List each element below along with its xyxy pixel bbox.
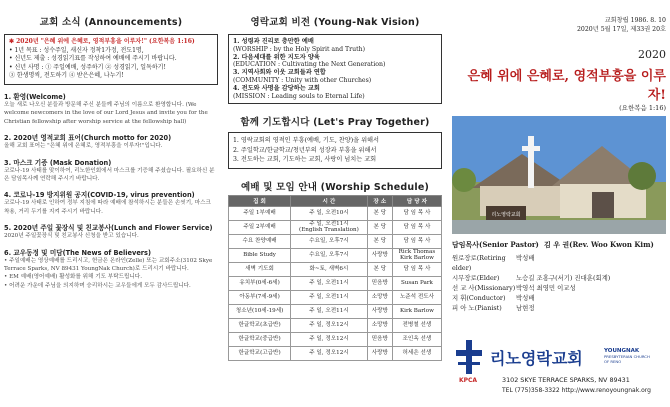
schedule-cell: Susan Park — [392, 276, 441, 290]
schedule-cell: 담 임 목 사 — [392, 206, 441, 220]
vision-item: 3. 지역사회와 이웃 교회들과 연합 — [233, 69, 326, 77]
schedule-cell: 노준석 전도사 — [392, 290, 441, 304]
motto-reference: (요한복음 1:16) — [619, 104, 666, 112]
church-logo-block — [452, 336, 666, 402]
schedule-cell: 한글학교(초급반) — [229, 318, 291, 332]
staff-list — [452, 240, 666, 313]
schedule-header: 시 간 — [291, 195, 368, 206]
staff-row — [452, 253, 666, 273]
schedule-cell: 소망방 — [367, 318, 392, 332]
prayer-box — [228, 132, 442, 169]
schedule-cell: 조인옥 선생 — [392, 332, 441, 346]
staff-row — [452, 283, 666, 293]
schedule-header: 장 소 — [367, 195, 392, 206]
prayer-item: 3. 전도하는 교회, 기도하는 교회, 사랑이 넘치는 교회 — [233, 156, 377, 164]
vision-item: 4. 전도와 사명을 감당하는 교회 — [233, 84, 320, 92]
schedule-cell: 한글학교(중급반) — [229, 332, 291, 346]
senior-pastor-label: 담임목사(Senior Pastor) — [452, 240, 539, 249]
senior-pastor-name: 김 우 권(Rev. Woo Kwon Kim) — [544, 240, 654, 249]
issue-number: 2020년 5월 17일, 제33권 20호 — [577, 26, 666, 33]
motto-year: 2020 — [638, 48, 666, 61]
schedule-cell: 수요일, 오후7시 — [291, 248, 368, 262]
schedule-header-row — [229, 195, 442, 206]
schedule-cell: 주일 1부예배 — [229, 206, 291, 220]
schedule-cell: 본 당 — [367, 206, 392, 220]
section-title: 2. 2020년 영적교회 표어(Church motto for 2020) — [4, 134, 172, 143]
schedule-row — [229, 318, 442, 332]
section-title: 1. 환영(Welcome) — [4, 92, 66, 101]
schedule-row — [229, 220, 442, 234]
schedule-row — [229, 276, 442, 290]
goal-line: • 1년 목표 : 성수주일, 새신자 정착1가정, 전도1명, — [9, 46, 144, 54]
staff-role: 시무장로(Elder) — [452, 274, 500, 282]
announcements-column — [0, 0, 222, 407]
church-name-en-1: YOUNGNAK — [604, 348, 640, 354]
announcement-sections — [4, 91, 218, 290]
staff-name: 노승길 조홍구(서기) 진대훈(회계) — [516, 274, 611, 282]
section-body: 코로나-19 사태를 맞이하여, 리노한인회에서 마스크를 기증해 주셨습니다. 필요하신 분은 담임목사께 연락해 주시기 바랍니다. — [4, 167, 215, 182]
schedule-row — [229, 304, 442, 318]
schedule-cell: 본 당 — [367, 234, 392, 248]
submit-line: • 신년도 제출 : 성경읽기표를 작성하여 예배에 주시기 바랍니다. — [9, 55, 177, 63]
schedule-cell: 한글학교(고급반) — [229, 346, 291, 360]
section-body: 오늘 새로 나오신 분들과 방문해 주신 분들께 주님의 이름으로 환영합니다. (We welcome newcomers in the love of our Lord Jesus and invite you for the Christian fellowship after worship service at the fellowship hall) — [4, 101, 208, 125]
mission-line: • 신년 사명 : ① 주일예배, 성주하기 ② 성경읽기, 일독하기! — [9, 63, 166, 71]
schedule-cell: 주 일, 정오12시 — [291, 318, 368, 332]
cover-motto — [452, 65, 666, 103]
schedule-cell: Bible Study — [229, 248, 291, 262]
section-body: 올해 교회 표어는 "은혜 위에 은혜로, 영적부흥을 이루자!"입니다. — [4, 143, 163, 150]
staff-name: 박성배 — [516, 294, 535, 302]
schedule-cell: 주 일, 오전11시 — [291, 276, 368, 290]
staff-role: 선 교 사(Missionary) — [452, 284, 516, 292]
motto-line: ✱ 2020년 "은혜 위에 은혜로, 영적부흥을 이루자!" (요한복음 1:16) — [9, 38, 195, 45]
schedule-body — [229, 206, 442, 360]
schedule-cell: 본 당 — [367, 220, 392, 234]
schedule-cell: 화~토, 새벽6시 — [291, 262, 368, 276]
section-title: 4. 코로나-19 방지위원 공지(COVID-19, virus prevention) — [4, 191, 195, 200]
schedule-cell: 사랑방 — [367, 304, 392, 318]
schedule-cell: 청소년(10세-19세) — [229, 304, 291, 318]
schedule-cell: 사랑방 — [367, 248, 392, 262]
church-name-en-2: PRESBYTERIAN CHURCH — [604, 354, 650, 359]
church-photo — [452, 116, 666, 234]
schedule-cell: 주일 2부예배 — [229, 220, 291, 234]
schedule-cell: 주 일, 오전11시 — [291, 290, 368, 304]
schedule-cell: 담 임 목 사 — [392, 234, 441, 248]
schedule-row — [229, 262, 442, 276]
schedule-row — [229, 234, 442, 248]
schedule-cell: 주 일, 오전10시 — [291, 206, 368, 220]
senior-pastor-row — [452, 240, 666, 250]
prayer-title: 함께 기도합시다 (Let's Pray Together) — [240, 117, 430, 129]
founded-date: 교회창립 1986. 8. 10 — [604, 17, 666, 24]
schedule-header: 집 회 — [229, 195, 291, 206]
staff-rows — [452, 253, 666, 313]
section-title: 5. 2020년 주일 꽃장식 및 친교봉사(Lunch and Flower Service) — [4, 224, 213, 233]
schedule-table — [228, 195, 442, 361]
schedule-cell: 수요 찬양예배 — [229, 234, 291, 248]
vision-item-en: (MISSION : Leading souls to Eternal Life) — [233, 92, 365, 100]
vision-item: 2. 다음세대를 위한 지도자 양육 — [233, 53, 320, 61]
schedule-cell: 본 당 — [367, 262, 392, 276]
schedule-cell: 담 임 목 사 — [392, 220, 441, 234]
church-building-illustration — [452, 116, 666, 234]
schedule-row — [229, 332, 442, 346]
schedule-cell: 수요일, 오후7시 — [291, 234, 368, 248]
vision-item-en: (WORSHIP : by the Holy Spirit and Truth) — [233, 45, 365, 53]
section-title: 6. 교우동정 및 미담(The News of Believers) — [4, 248, 151, 257]
staff-row — [452, 293, 666, 303]
schedule-cell: Kirk Barlow — [392, 304, 441, 318]
schedule-cell: 새벽 기도회 — [229, 262, 291, 276]
staff-name: 남현정 — [516, 304, 535, 312]
issue-info — [452, 16, 666, 34]
announcements-title: 교회 소식 (Announcements) — [39, 17, 183, 28]
church-sign: 리노영락교회 — [491, 212, 521, 218]
vision-item-en: (COMMUNITY : Unity with other Churches) — [233, 76, 372, 84]
church-address: 3102 SKYE TERRACE SPARKS, NV 89431 — [502, 376, 630, 384]
schedule-cell: 주 일, 오전11시 (English Translation) — [291, 220, 368, 234]
mission-line-2: ③ 한생명씩, 전도하기 ④ 받은은혜, 나누기! — [9, 72, 124, 80]
schedule-cell: 주 일, 정오12시 — [291, 346, 368, 360]
staff-role: 피 아 노(Pianist) — [452, 304, 502, 312]
church-name-en-3: OF RENO — [604, 359, 622, 364]
schedule-cell: 전병철 선생 — [392, 318, 441, 332]
schedule-row — [229, 248, 442, 262]
vision-box — [228, 34, 442, 104]
staff-role: 원로장로(Retiring elder) — [452, 254, 506, 272]
schedule-cell: 주 일, 정오12시 — [291, 332, 368, 346]
schedule-cell: 담 임 목 사 — [392, 262, 441, 276]
church-logo — [452, 336, 666, 402]
schedule-cell: 아동부(7세-9세) — [229, 290, 291, 304]
schedule-row — [229, 206, 442, 220]
cover-motto-part-2: 영적부흥을 이루자! — [573, 69, 666, 103]
prayer-item: 2. 주일학교/한글학교/청년부의 성장과 부흥을 위해서 — [233, 146, 377, 154]
section-body: 2020년 주일꽃장식 및 친교봉사 신청을 받고 있습니다. — [4, 233, 139, 240]
section-body: 코로나-19 사태로 인하여 정부 지침에 따라 예배에 참석하시는 분들은 손씻기, 마스크 착용, 거리 두기를 지켜 주시기 바랍니다. — [4, 200, 211, 215]
staff-row — [452, 303, 666, 313]
schedule-cell: 소망방 — [367, 290, 392, 304]
cover-motto-part-1: 은혜 위에 은혜로, — [467, 69, 570, 84]
schedule-row — [229, 290, 442, 304]
schedule-cell: 사랑방 — [367, 346, 392, 360]
section-body: • 주일예배는 영상예배를 드리시고, 헌금은 온라인(Zelle) 또는 교회주소(3102 Skye Terrace Sparks, NV 89431 YoungNak Church)로 드리시기 바랍니다. • EM 예배(영어예배) 활성화를 위해 기도 부탁드립니다. • 어려운 가운데 주님을 의지하며 승리하시는 교우들에게 모두 감사드립니다. — [4, 257, 213, 289]
schedule-cell: 유치부(0세-6세) — [229, 276, 291, 290]
schedule-cell: 믿음방 — [367, 276, 392, 290]
church-name-kr: 리노영락교회 — [490, 349, 583, 368]
schedule-header: 담 당 자 — [392, 195, 441, 206]
church-contact: TEL (775)358-3322 http://www.renoyoungnak.org — [502, 387, 651, 394]
schedule-cell: 주 일, 오전11시 — [291, 304, 368, 318]
vision-item-en: (EDUCATION : Cultivating the Next Generation) — [233, 61, 386, 69]
schedule-cell: Rick Thomas Kirk Barlow — [392, 248, 441, 262]
staff-name: 박영석 최영민 이교성 — [516, 284, 576, 292]
vision-title: 영락교회 비전 (Young-Nak Vision) — [250, 17, 420, 28]
schedule-row — [229, 346, 442, 360]
section-title: 3. 마스크 기증 (Mask Donation) — [4, 158, 112, 167]
schedule-title: 예배 및 모임 안내 (Worship Schedule) — [240, 181, 430, 193]
staff-row — [452, 273, 666, 283]
staff-role: 지 휘(Conductor) — [452, 294, 506, 302]
middle-column — [224, 0, 446, 407]
staff-name: 박성배 — [516, 254, 535, 262]
kpca-label: KPCA — [458, 377, 478, 384]
prayer-item: 1. 영락교회의 영적인 부흥(예배, 기도, 찬양)을 위해서 — [233, 137, 380, 145]
schedule-cell: 믿음방 — [367, 332, 392, 346]
vision-item: 1. 성령과 진리로 충만한 예배 — [233, 38, 314, 45]
schedule-cell: 허세은 선생 — [392, 346, 441, 360]
motto-box — [4, 34, 218, 85]
